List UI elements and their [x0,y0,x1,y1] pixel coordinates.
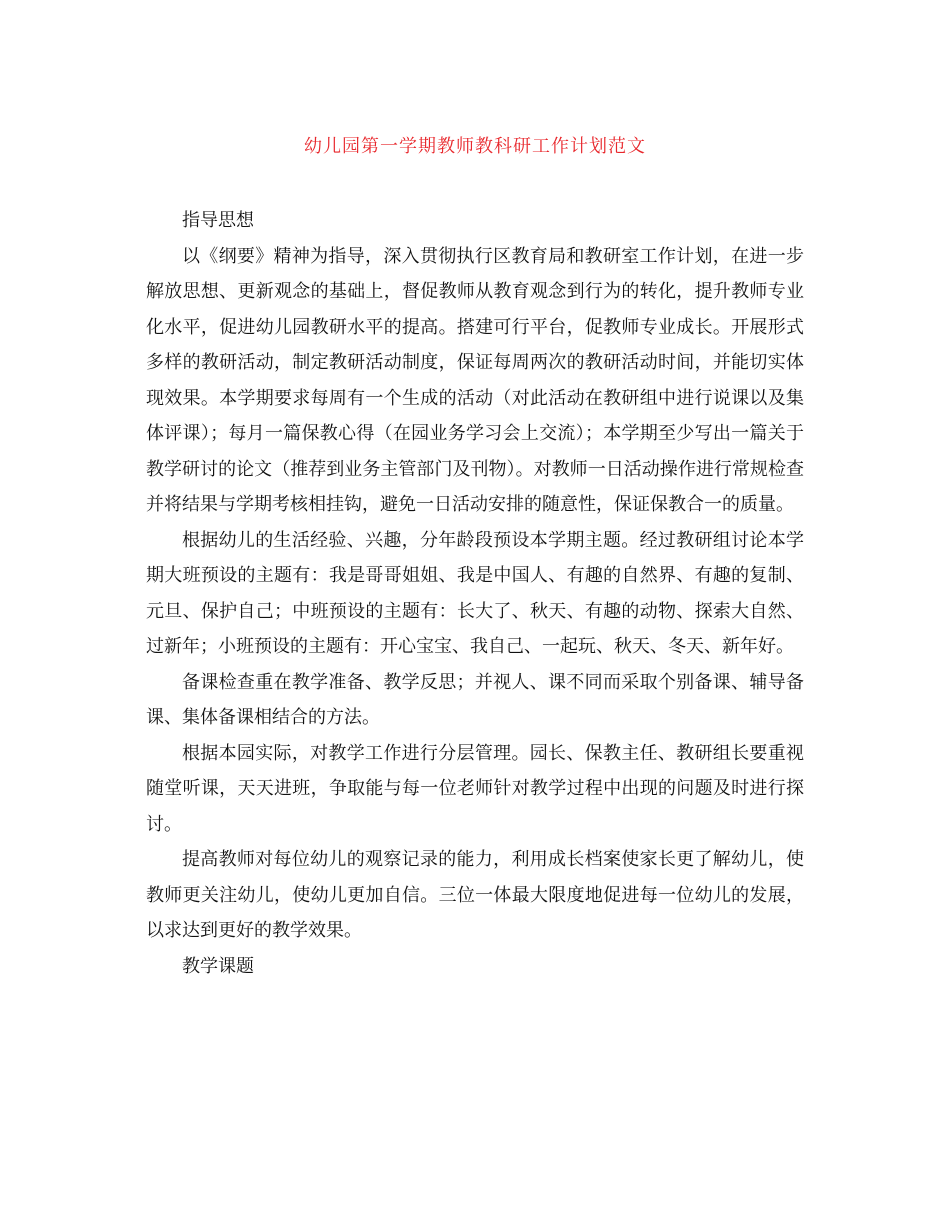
section-heading-teaching-topics: 教学课题 [182,955,254,977]
paragraph: 以《纲要》精神为指导，深入贯彻执行区教育局和教研室工作计划，在进一步解放思想、更新观念的基础上，督促教师从教育观念到行为的转化，提升教师专业化水平，促进幼儿园教研水平的提高。搭建可行平台，促教师专业成长。开展形式多样的教研活动，制定教研活动制度，保证每周两次的教研活动时间，并能切实体现效果。本学期要求每周有一个生成的活动（对此活动在教研组中进行说课以及集体评课）；每月一篇保教心得（在园业务学习会上交流）；本学期至少写出一篇关于教学研讨的论文（推荐到业务主管部门及刊物）。对教师一日活动操作进行常规检查并将结果与学期考核相挂钩，避免一日活动安排的随意性，保证保教合一的质量。 [146,245,804,515]
paragraph: 根据幼儿的生活经验、兴趣，分年龄段预设本学期主题。经过教研组讨论本学期大班预设的主题有：我是哥哥姐姐、我是中国人、有趣的自然界、有趣的复制、元旦、保护自己；中班预设的主题有：长大了、秋天、有趣的动物、探索大自然、过新年；小班预设的主题有：开心宝宝、我自己、一起玩、秋天、冬天、新年好。 [146,529,804,657]
document-title: 幼儿园第一学期教师教科研工作计划范文 [304,136,646,157]
document-body [146,203,804,984]
paragraph: 备课检查重在教学准备、教学反思；并视人、课不同而采取个别备课、辅导备课、集体备课相结合的方法。 [146,671,804,728]
paragraph: 根据本园实际，对教学工作进行分层管理。园长、保教主任、教研组长要重视随堂听课，天天进班，争取能与每一位老师针对教学过程中出现的问题及时进行探讨。 [146,742,804,835]
section-heading-guiding-ideology: 指导思想 [182,210,254,231]
paragraph: 提高教师对每位幼儿的观察记录的能力，利用成长档案使家长更了解幼儿，使教师更关注幼儿，使幼儿更加自信。三位一体最大限度地促进每一位幼儿的发展，以求达到更好的教学效果。 [146,849,804,941]
